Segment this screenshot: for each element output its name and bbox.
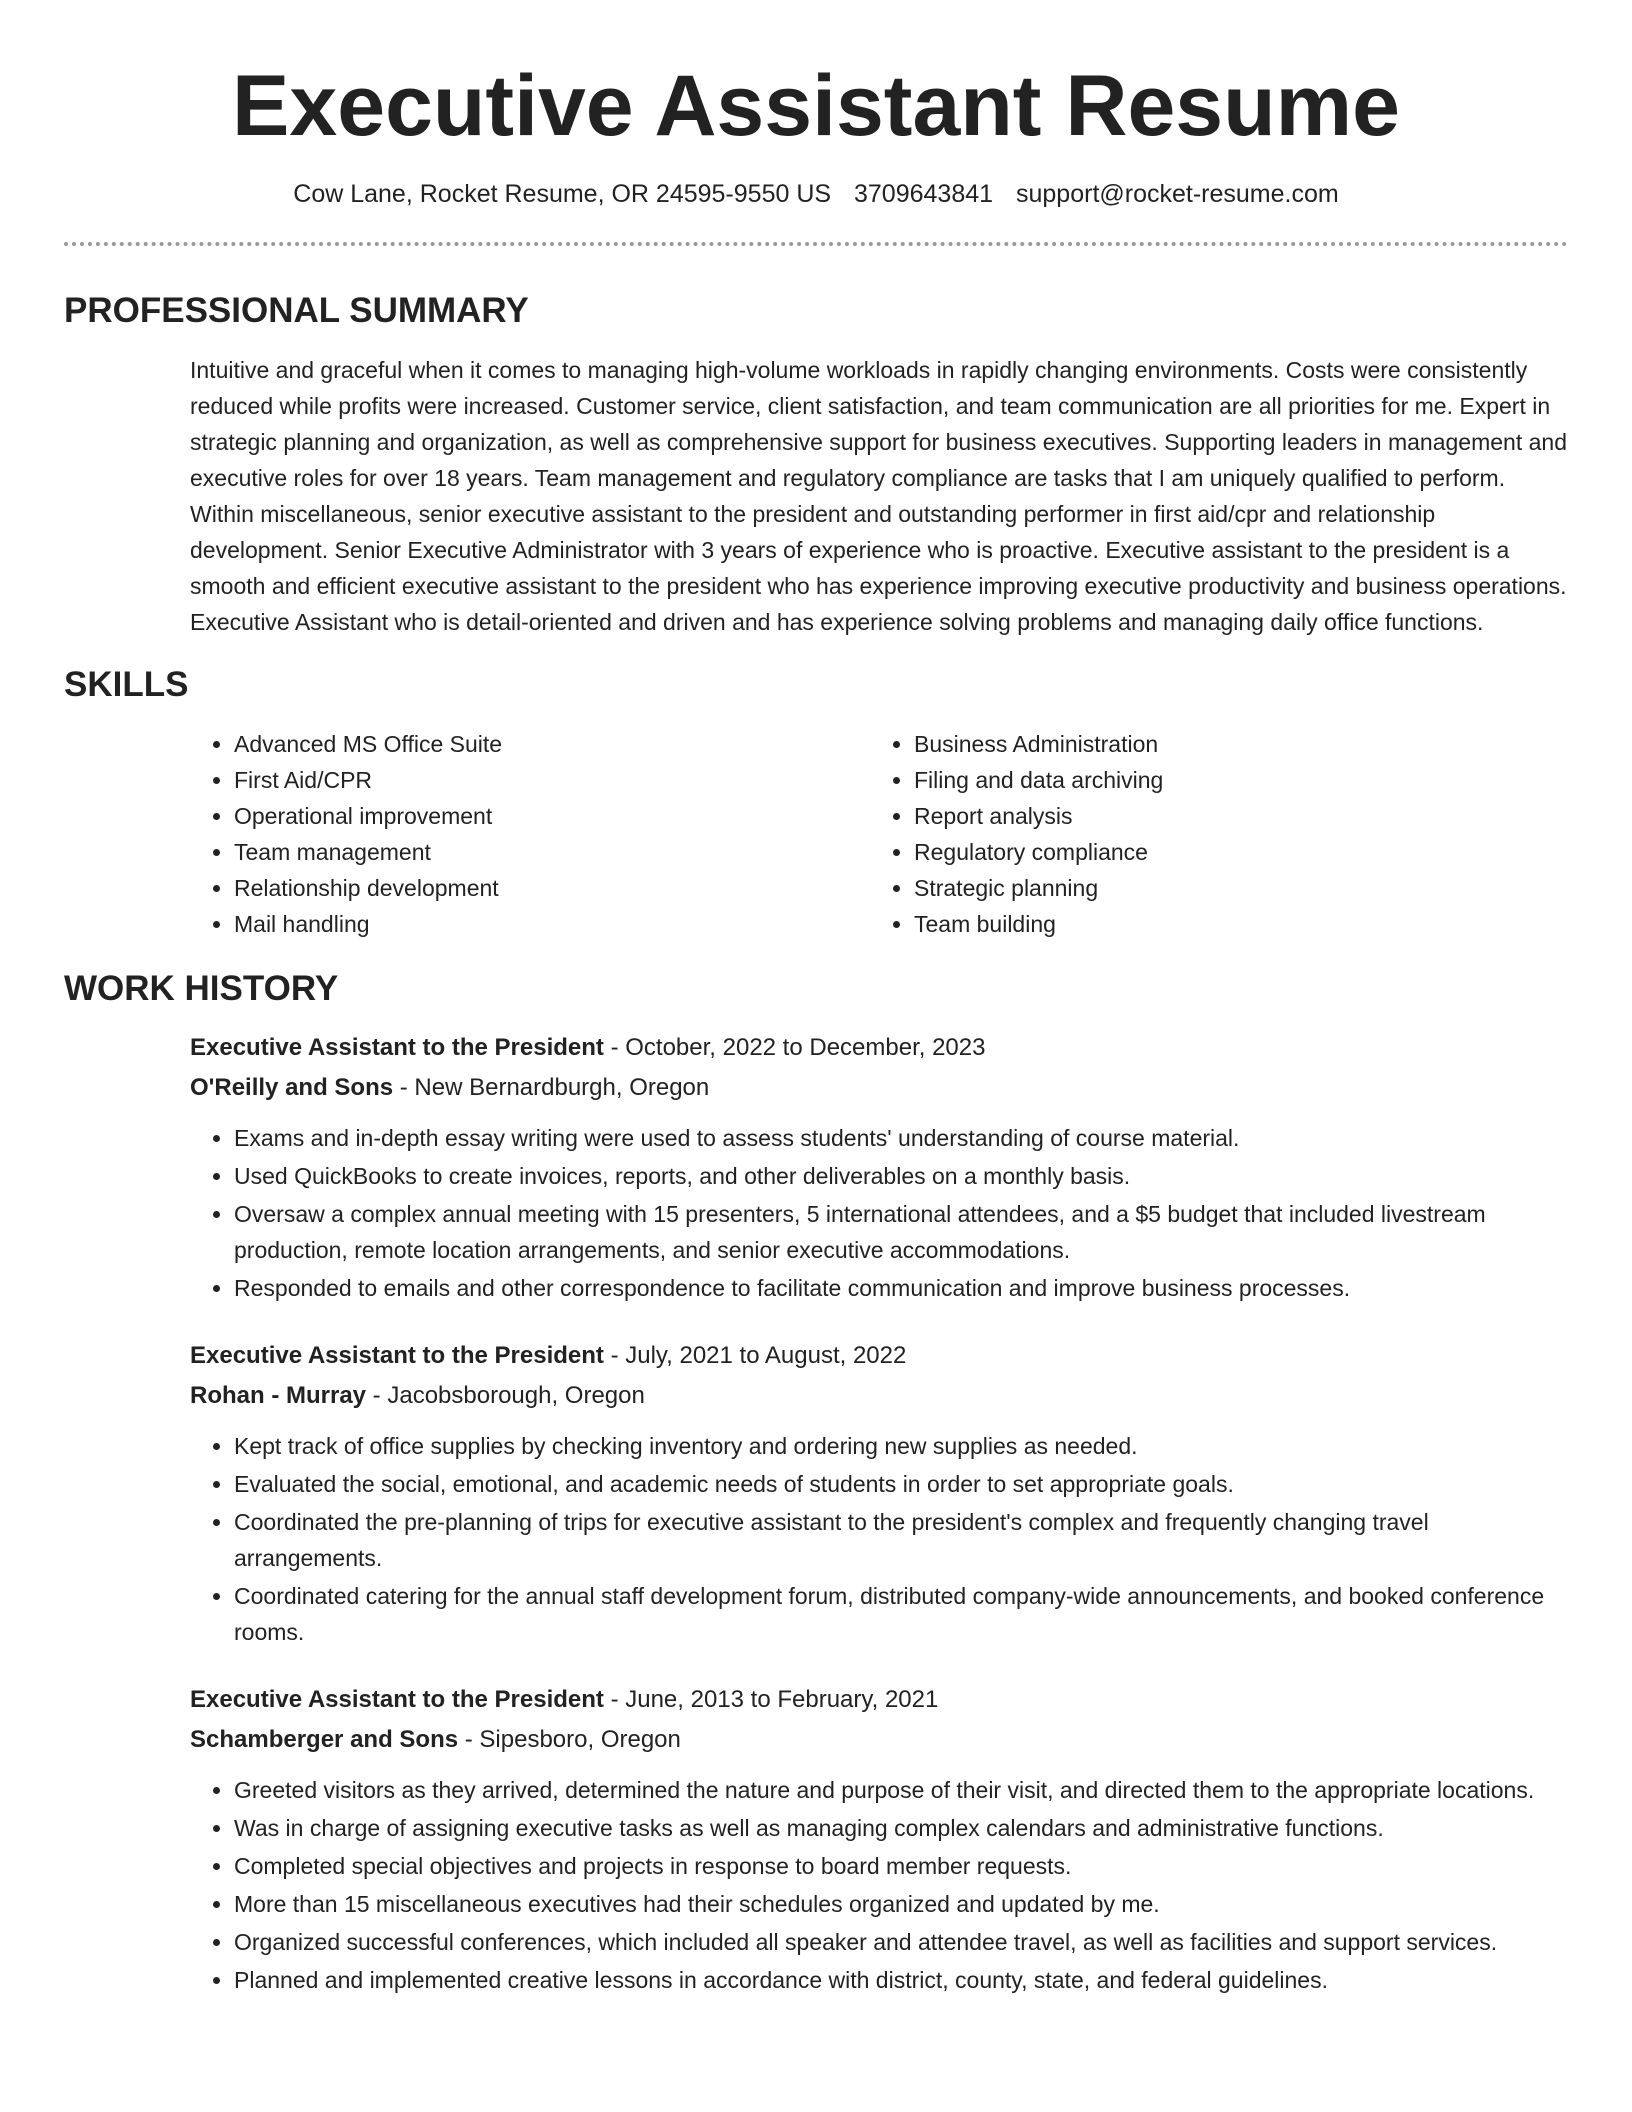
contact-email[interactable]: support@rocket-resume.com	[1016, 180, 1339, 208]
summary-text: Intuitive and graceful when it comes to managing high-volume workloads in rapidly changing environments. Costs were consistently reduced while profits were increased. Customer service, client satisfaction, and team communication are all priorities for me. Expert in strategic planning and organization, as well as comprehensive support for business executives. Supporting leaders in management and executive roles for over 18 years. Team management and regulatory compliance are tasks that I am uniquely qualified to perform. Within miscellaneous, senior executive assistant to the president and outstanding performer in first aid/cpr and relationship development. Senior Executive Administrator with 3 years of experience who is proactive. Executive assistant to the president is a smooth and efficient executive assistant to the president who has experience improving executive productivity and business operations. Executive Assistant who is detail-oriented and driven and has experience solving problems and managing daily office functions.	[190, 357, 1567, 635]
skill-item: • Team management	[234, 834, 870, 870]
job-bullet: • Used QuickBooks to create invoices, reports, and other deliverables on a monthly basis.	[234, 1158, 1568, 1194]
job-company-line	[190, 1376, 1568, 1416]
skill-item: • Team building	[914, 906, 1550, 942]
job-company: O'Reilly and Sons	[190, 1074, 394, 1101]
skill-item: • Strategic planning	[914, 870, 1550, 906]
skill-item: • Filing and data archiving	[914, 762, 1550, 798]
skills-list	[190, 726, 1568, 942]
job-bullet: • Completed special objectives and projects in response to board member requests.	[234, 1848, 1568, 1884]
job-title: Executive Assistant to the President	[190, 1034, 604, 1061]
skill-item: • Advanced MS Office Suite	[234, 726, 870, 762]
job-bullet: • Oversaw a complex annual meeting with 15 presenters, 5 international attendees, and a $5 budget that included livestream production, remote location arrangements, and senior executive accommodations.	[234, 1196, 1568, 1268]
job-entry	[190, 1028, 1568, 1306]
job-title-line	[190, 1336, 1568, 1376]
job-company: Schamberger and Sons	[190, 1726, 459, 1753]
contact-line	[64, 178, 1568, 210]
header-divider	[64, 242, 1568, 246]
job-bullet: • Coordinated the pre-planning of trips for executive assistant to the president's complex and frequently changing travel arrangements.	[234, 1504, 1568, 1576]
job-bullet: • Greeted visitors as they arrived, determined the nature and purpose of their visit, and directed them to the appropriate locations.	[234, 1772, 1568, 1808]
job-dates: - July, 2021 to August, 2022	[603, 1342, 907, 1369]
skills-column-left	[190, 726, 870, 942]
job-bullet: • Evaluated the social, emotional, and academic needs of students in order to set appropriate goals.	[234, 1466, 1568, 1502]
skill-item: • Business Administration	[914, 726, 1550, 762]
job-bullets	[190, 1120, 1568, 1306]
job-dates: - October, 2022 to December, 2023	[603, 1034, 986, 1061]
job-dates: - June, 2013 to February, 2021	[603, 1686, 939, 1713]
job-location: - Jacobsborough, Oregon	[366, 1382, 645, 1409]
skill-item: • Relationship development	[234, 870, 870, 906]
skill-item: • Operational improvement	[234, 798, 870, 834]
job-bullets	[190, 1772, 1568, 1998]
job-location: - Sipesboro, Oregon	[458, 1726, 681, 1753]
contact-address: Cow Lane, Rocket Resume, OR 24595-9550 US	[293, 180, 832, 208]
job-bullet: • Kept track of office supplies by checking inventory and ordering new supplies as needed.	[234, 1428, 1568, 1464]
job-company-line	[190, 1720, 1568, 1760]
job-bullet: • Was in charge of assigning executive tasks as well as managing complex calendars and administrative functions.	[234, 1810, 1568, 1846]
job-bullet: • Coordinated catering for the annual staff development forum, distributed company-wide announcements, and booked conference rooms.	[234, 1578, 1568, 1650]
contact-phone[interactable]: 3709643841	[854, 180, 994, 208]
job-bullet: • More than 15 miscellaneous executives had their schedules organized and updated by me.	[234, 1886, 1568, 1922]
skills-column-right	[870, 726, 1550, 942]
skills-heading: SKILLS	[64, 665, 189, 704]
job-title-line	[190, 1028, 1568, 1068]
skill-item: • Mail handling	[234, 906, 870, 942]
job-bullet: • Responded to emails and other correspondence to facilitate communication and improve business processes.	[234, 1270, 1568, 1306]
job-entry	[190, 1680, 1568, 1998]
job-title: Executive Assistant to the President	[190, 1342, 604, 1369]
job-bullet: • Planned and implemented creative lessons in accordance with district, county, state, and federal guidelines.	[234, 1962, 1568, 1998]
job-company: Rohan - Murray	[190, 1382, 367, 1409]
job-location: - New Bernardburgh, Oregon	[393, 1074, 710, 1101]
job-title: Executive Assistant to the President	[190, 1686, 604, 1713]
resume-page	[64, 0, 1568, 2000]
skill-item: • First Aid/CPR	[234, 762, 870, 798]
work-history-heading: WORK HISTORY	[64, 969, 339, 1008]
resume-title: Executive Assistant Resume	[232, 58, 1400, 154]
job-bullet: • Organized successful conferences, which included all speaker and attendee travel, as well as facilities and support services.	[234, 1924, 1568, 1960]
job-title-line	[190, 1680, 1568, 1720]
summary-heading: PROFESSIONAL SUMMARY	[64, 291, 529, 330]
skill-item: • Regulatory compliance	[914, 834, 1550, 870]
job-bullet: • Exams and in-depth essay writing were used to assess students' understanding of course material.	[234, 1120, 1568, 1156]
job-entry	[190, 1336, 1568, 1650]
skill-item: • Report analysis	[914, 798, 1550, 834]
job-company-line	[190, 1068, 1568, 1108]
job-bullets	[190, 1428, 1568, 1650]
